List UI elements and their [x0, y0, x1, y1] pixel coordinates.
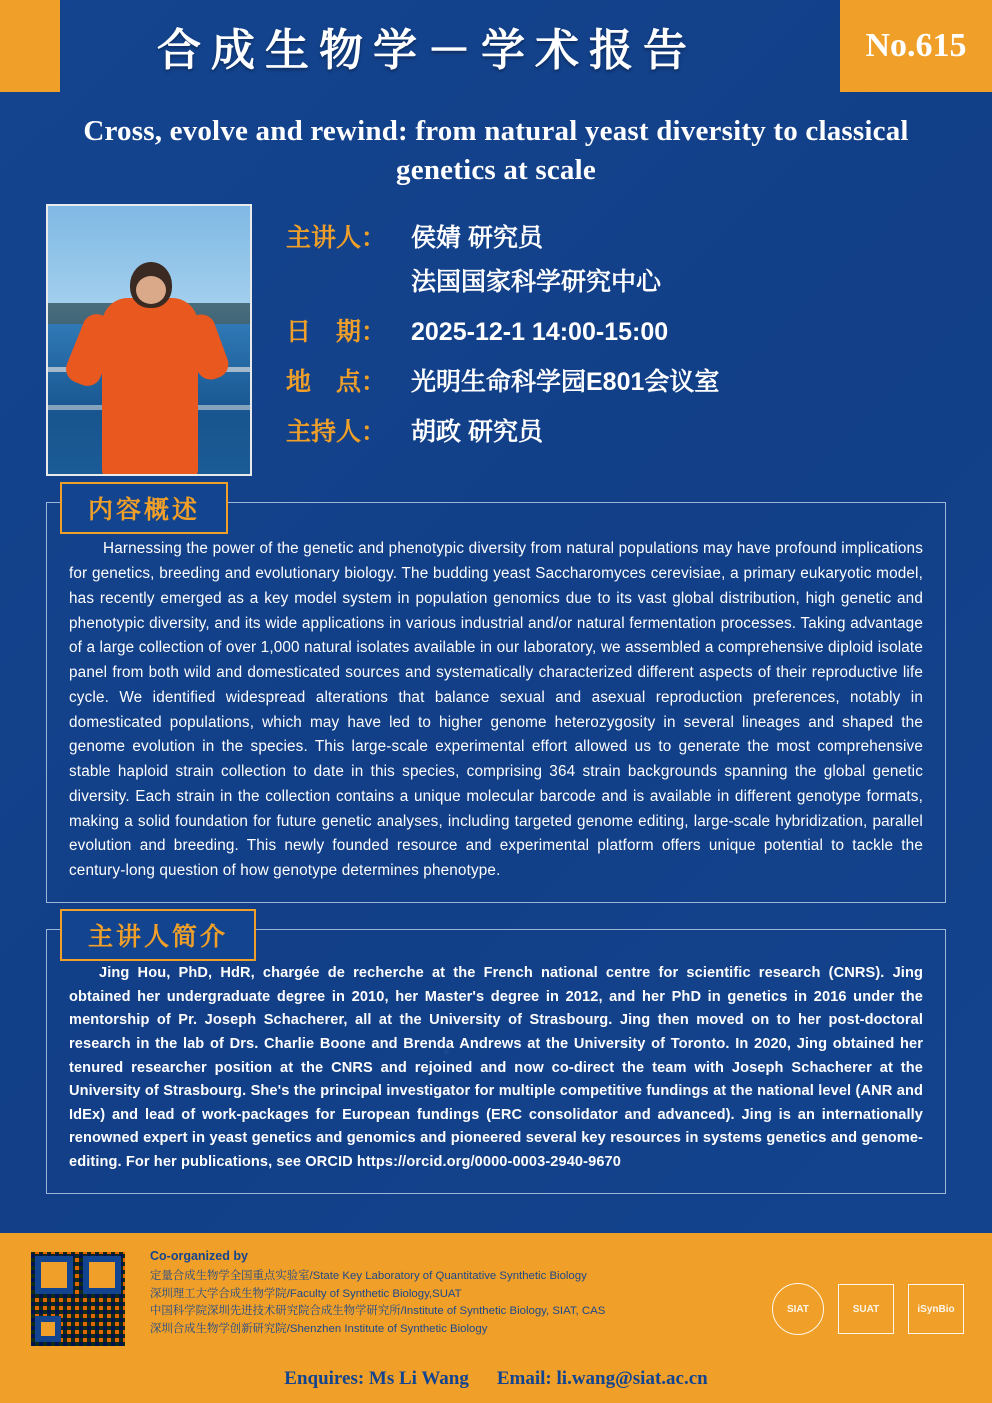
venue-label: 地 点：	[286, 368, 387, 397]
venue-line	[286, 362, 946, 398]
bio-text: Jing Hou, PhD, HdR, chargée de recherche at the French national centre for scientific research (CNRS). Jing obtained her undergraduate degree in 2010, her Master's degree in 2012, and her PhD in genetics in 2016 under the mentorship of Pr. Joseph Schacherer, all at the University of Strasbourg. Jing then moved on to her post-doctoral research in the lab of Drs. Charlie Boone and Brenda Andrews at the University of Toronto. In 2020, Jing obtained her tenured researcher position at the CNRS and rejoined and now co-direct the team with Joseph Schacherer at the University of Strasbourg. She's the principal investigator for multiple competitive fundings at the national level (ANR and IdEx) and lead of work-packages for European fundings (ERC consolidator and advanced). Jing is an internationally renowned expert in yeast genetics and genomics and pioneered several key resources in systems genetics and genome-editing. For her publications, see ORCID https://orcid.org/0000-0003-2940-9670	[69, 965, 923, 1171]
speaker-section	[46, 204, 946, 476]
abstract-tab	[60, 482, 228, 534]
header-title-container	[0, 0, 840, 92]
contact-bar	[0, 1359, 992, 1403]
organizers	[150, 1249, 772, 1339]
bio-box	[46, 929, 946, 1194]
co-organized-label: Co-organized by	[150, 1249, 248, 1263]
footer-main	[0, 1233, 992, 1359]
organizer-2: 深圳理工大学合成生物学院/Faculty of Synthetic Biology,SUAT	[150, 1287, 462, 1300]
venue-value: 光明生命科学园E801会议室	[411, 368, 720, 397]
header-title: 合成生物学－学术报告	[157, 26, 697, 75]
host-value: 胡政 研究员	[411, 418, 543, 447]
speaker-affiliation: 法国国家科学研究中心	[411, 268, 662, 297]
suat-logo: SUAT	[838, 1284, 894, 1334]
logo-group	[772, 1249, 968, 1335]
speaker-name: 侯婧 研究员	[411, 224, 543, 253]
talk-details	[286, 204, 946, 462]
enquiries-text: Enquires: Ms Li Wang	[284, 1368, 469, 1389]
abstract-section	[46, 496, 946, 903]
abstract-tab-label: 内容概述	[88, 496, 201, 525]
date-label: 日 期：	[286, 318, 387, 347]
bio-tab-label: 主讲人简介	[88, 923, 229, 951]
qr-code[interactable]	[28, 1249, 128, 1349]
abstract-text: Harnessing the power of the genetic and phenotypic diversity from natural populations may have profound implications for genetics, breeding and evolutionary biology. The budding yeast Saccharomyces cerevisiae, a primary eukaryotic model, has recently emerged as a key model system in population genomics due to its vast global distribution, high genetic and phenotypic diversity, and its wide applications in various industrial and/or natural fermentation processes. Taking advantage of a large collection of over 1,000 natural isolates available in our laboratory, we assembled a comprehensive diploid isolate panel from both wild and domesticated sources and systematically characterized different aspects of their reproductive life cycle. We identified widespread alterations that balance sexual and asexual reproduction preferences, notably in domesticated populations, which may have led to higher genome heterozygosity in several lineages and shaped the genome evolution in the species. This large-scale experimental effort allowed us to generate the most comprehensive stable haploid strain collection to date in this species, comprising 364 strain backgrounds spanning the global genetic diversity. Each strain in the collection contains a unique molecular barcode and is available in different genotype formats, making a solid foundation for future genetic analyses, including targeted genome editing, large-scale hybridization, parallel evolution and breeding. This newly founded resource and experimental platform offers unique potential to tackle the century-long question of how genotype determines phenotype.	[69, 540, 923, 880]
abstract-box	[46, 502, 946, 903]
organizer-3: 中国科学院深圳先进技术研究院合成生物学研究所/Institute of Synthetic Biology, SIAT, CAS	[150, 1305, 606, 1318]
siat-logo: SIAT	[772, 1283, 824, 1335]
organizer-1: 定量合成生物学全国重点实验室/State Key Laboratory of Quantitative Synthetic Biology	[150, 1270, 587, 1282]
poster-header	[0, 0, 992, 92]
speaker-line	[286, 218, 946, 254]
date-line	[286, 312, 946, 348]
isynbio-logo: iSynBio	[908, 1284, 964, 1334]
host-label: 主持人：	[286, 418, 387, 447]
poster-footer	[0, 1233, 992, 1403]
organizer-4: 深圳合成生物学创新研究院/Shenzhen Institute of Synthetic Biology	[150, 1323, 488, 1336]
header-accent-bar	[0, 0, 60, 92]
speaker-label: 主讲人：	[286, 224, 387, 253]
talk-title: Cross, evolve and rewind: from natural yeast diversity to classical genetics at scale	[83, 115, 909, 187]
email-text[interactable]: Email: li.wang@siat.ac.cn	[496, 1368, 708, 1389]
speaker-photo	[46, 204, 252, 476]
bio-section	[46, 923, 946, 1194]
host-line	[286, 412, 946, 448]
date-value: 2025-12-1 14:00-15:00	[411, 318, 669, 347]
header-issue-number: No.615	[840, 0, 992, 92]
bio-tab	[60, 909, 256, 961]
